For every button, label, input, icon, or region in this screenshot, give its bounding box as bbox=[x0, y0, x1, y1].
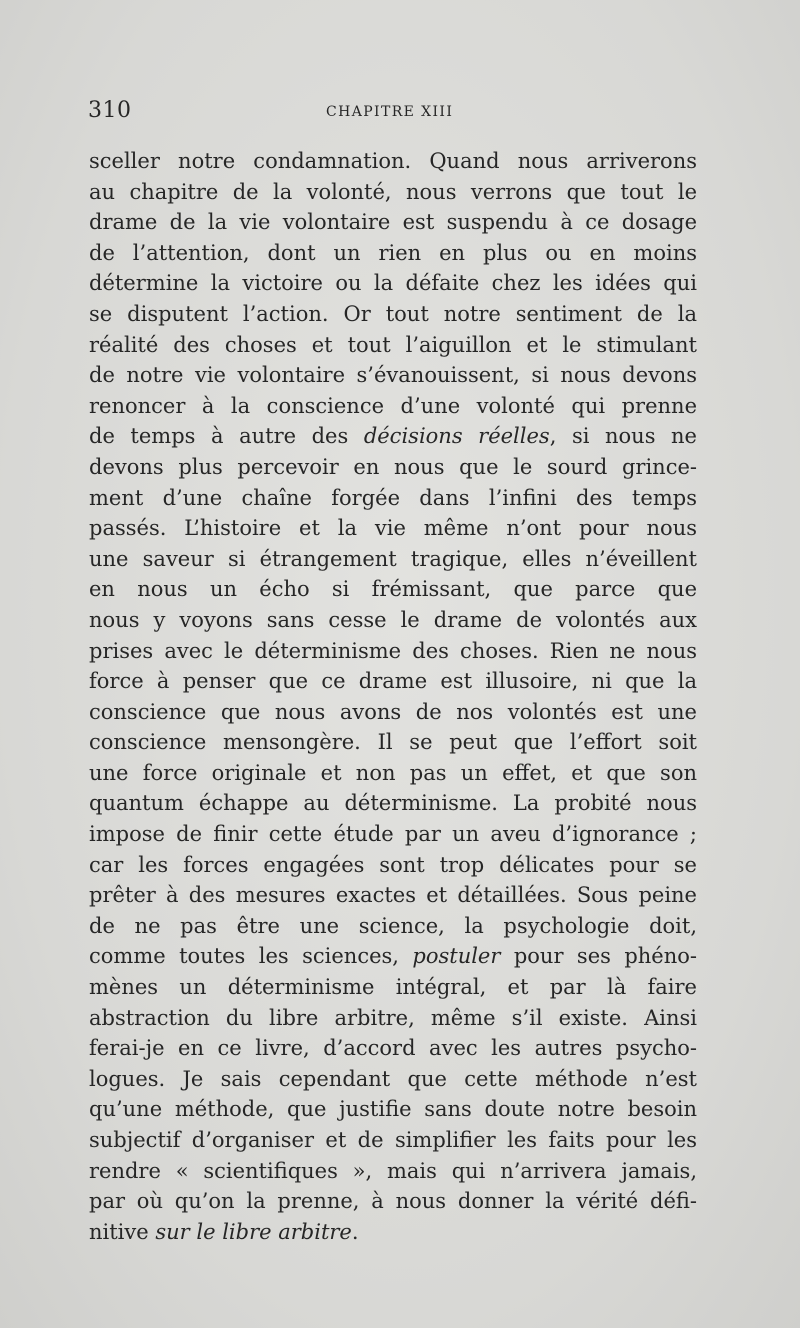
text-line bbox=[89, 421, 697, 452]
text-line: une saveur si étrangement tragique, elles n’éveillent bbox=[89, 546, 697, 571]
text-line: de l’attention, dont un rien en plus ou en moins bbox=[89, 240, 697, 265]
text-line: renoncer à la conscience d’une volonté qui prenne bbox=[89, 393, 697, 418]
text-line: en nous un écho si frémissant, que parce que bbox=[89, 577, 697, 602]
text-line: passés. L’histoire et la vie même n’ont pour nous bbox=[89, 516, 697, 541]
text-line: détermine la victoire ou la défaite chez les idées qui bbox=[89, 271, 697, 296]
text-line: car les forces engagées sont trop délicates pour se bbox=[89, 852, 697, 877]
text-line: drame de la vie volontaire est suspendu à ce dosage bbox=[89, 210, 697, 235]
text-line: de ne pas être une science, la psychologie doit, bbox=[89, 913, 697, 938]
italic-phrase: décisions réelles bbox=[363, 424, 550, 449]
text-line: mènes un déterminisme intégral, et par là faire bbox=[89, 975, 697, 1000]
text-line: une force originale et non pas un effet, et que son bbox=[89, 760, 697, 785]
text-line: abstraction du libre arbitre, même s’il existe. Ainsi bbox=[89, 1005, 697, 1030]
text-line: conscience que nous avons de nos volontés est une bbox=[89, 699, 697, 724]
text-line: force à penser que ce drame est illusoire, ni que la bbox=[89, 669, 697, 694]
text-line bbox=[89, 1217, 697, 1248]
text-line: par où qu’on la prenne, à nous donner la vérité défi- bbox=[89, 1189, 697, 1214]
italic-phrase: sur le libre arbitre bbox=[155, 1219, 352, 1244]
text-line: ferai-je en ce livre, d’accord avec les autres psycho- bbox=[89, 1036, 697, 1061]
text-segment: pour ses phéno- bbox=[500, 944, 697, 969]
text-line: devons plus percevoir en nous que le sourd grince- bbox=[89, 454, 697, 479]
text-line: nous y voyons sans cesse le drame de volontés aux bbox=[89, 607, 697, 632]
running-head bbox=[88, 98, 700, 128]
text-line: sceller notre condamnation. Quand nous arriverons bbox=[89, 149, 697, 173]
text-line: quantum échappe au déterminisme. La probité nous bbox=[89, 791, 697, 816]
text-segment: , si nous ne bbox=[549, 424, 697, 449]
text-line: prêter à des mesures exactes et détaillées. Sous peine bbox=[89, 883, 697, 908]
body-text bbox=[89, 146, 697, 1247]
text-segment: comme toutes les sciences, bbox=[89, 944, 413, 969]
text-line: logues. Je sais cependant que cette méthode n’est bbox=[89, 1066, 697, 1091]
text-line: rendre « scientifiques », mais qui n’arrivera jamais, bbox=[89, 1158, 697, 1183]
italic-word: postuler bbox=[412, 944, 501, 969]
text-segment: nitive bbox=[89, 1219, 156, 1244]
text-segment: de temps à autre des bbox=[89, 424, 364, 449]
text-line: conscience mensongère. Il se peut que l’effort soit bbox=[89, 730, 697, 755]
text-line: ment d’une chaîne forgée dans l’infini des temps bbox=[89, 485, 697, 510]
text-line: impose de finir cette étude par un aveu d’ignorance ; bbox=[89, 822, 697, 847]
text-line: qu’une méthode, que justifie sans doute notre besoin bbox=[89, 1097, 697, 1122]
text-line: prises avec le déterminisme des choses. Rien ne nous bbox=[89, 638, 697, 663]
text-line bbox=[89, 941, 697, 972]
chapter-title: CHAPITRE XIII bbox=[326, 104, 454, 120]
text-segment: . bbox=[351, 1219, 359, 1244]
text-line: au chapitre de la volonté, nous verrons que tout le bbox=[89, 179, 697, 204]
text-line: de notre vie volontaire s’évanouissent, si nous devons bbox=[89, 363, 697, 388]
page-number: 310 bbox=[88, 98, 132, 123]
text-line: réalité des choses et tout l’aiguillon et le stimulant bbox=[89, 332, 697, 357]
text-line: se disputent l’action. Or tout notre sentiment de la bbox=[89, 301, 697, 326]
text-line: subjectif d’organiser et de simplifier les faits pour les bbox=[89, 1128, 697, 1152]
